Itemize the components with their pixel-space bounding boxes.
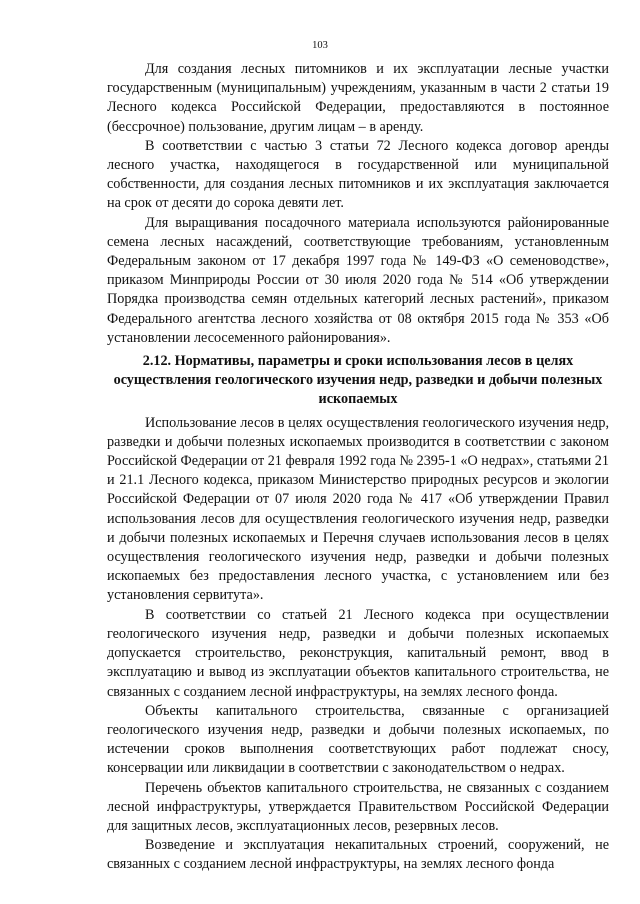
document-body — [107, 60, 609, 875]
paragraph-seed-material: Для выращивания посадочного материала используются районированные семена лесных насаждений, соответствующие требованиям, установленным Федеральным законом от 17 декабря 1997 года № 149-ФЗ «О семеноводстве», приказом Минприроды России от 30 июля 2020 года № 514 «Об утверждении Порядка производства семян отдельных категорий лесных растений», приказом Федерального агентства лесного хозяйства от 08 октября 2015 года № 353 «Об установлении лесосеменного районирования». — [107, 214, 609, 346]
paragraph-lease-term: В соответствии с частью 3 статьи 72 Лесного кодекса договор аренды лесного участка, находящегося в государственной или муниципальной собственности, для создания лесных питомников и их эксплуатация заключается на срок от десяти до сорока девяти лет. — [107, 137, 609, 212]
page-number: 103 — [312, 40, 328, 51]
paragraph-objects-list: Перечень объектов капитального строительства, не связанных с созданием лесной инфраструктуры, утверждается Правительством Российской Федерации для защитных лесов, эксплуатационных лесов, резервных лесов. — [107, 779, 609, 834]
section-heading: 2.12. Нормативы, параметры и сроки использования лесов в целях осуществления геологического изучения недр, разведки и добычи полезных ископаемых — [113, 353, 603, 408]
paragraph-article-21: В соответствии со статьей 21 Лесного кодекса при осуществлении геологического изучения недр, разведки и добычи полезных ископаемых допускается строительство, реконструкция, капитальный ремонт, ввод в эксплуатацию и вывод из эксплуатации объектов капитального строительства, не связанных с созданием лесной инфраструктуры, на землях лесного фонда. — [107, 606, 609, 700]
paragraph-subsoil-use: Использование лесов в целях осуществления геологического изучения недр, разведки и добычи полезных ископаемых производится в соответствии с законом Российской Федерации от 21 февраля 1992 года № 2395-1 «О недрах», статьями 21 и 21.1 Лесного кодекса, приказом Министерство природных ресурсов и экологии Российской Федерации от 07 июля 2020 года № 417 «Об утверждении Правил использования лесов для осуществления геологического изучения недр, разведки и добычи полезных ископаемых и Перечня случаев использования лесов в целях осуществления геологического изучения недр, разведки и добычи полезных ископаемых без предоставления лесного участка, с установлением или без установления сервитута». — [107, 414, 609, 604]
paragraph-capital-objects: Объекты капитального строительства, связанные с организацией геологического изучения недр, разведки и добычи полезных ископаемых, по истечении сроков выполнения соответствующих работ подлежат сносу, консервации или ликвидации в соответствии с законодательством о недрах. — [107, 702, 609, 777]
paragraph-forest-nurseries: Для создания лесных питомников и их эксплуатации лесные участки государственным (муниципальным) учреждениям, указанным в части 2 статьи 19 Лесного кодекса Российской Федерации, предоставляются в постоянное (бессрочное) пользование, другим лицам – в аренду. — [107, 61, 609, 135]
paragraph-noncapital-structures: Возведение и эксплуатация некапитальных строений, сооружений, не связанных с созданием лесной инфраструктуры, на землях лесного фонда — [107, 837, 609, 873]
